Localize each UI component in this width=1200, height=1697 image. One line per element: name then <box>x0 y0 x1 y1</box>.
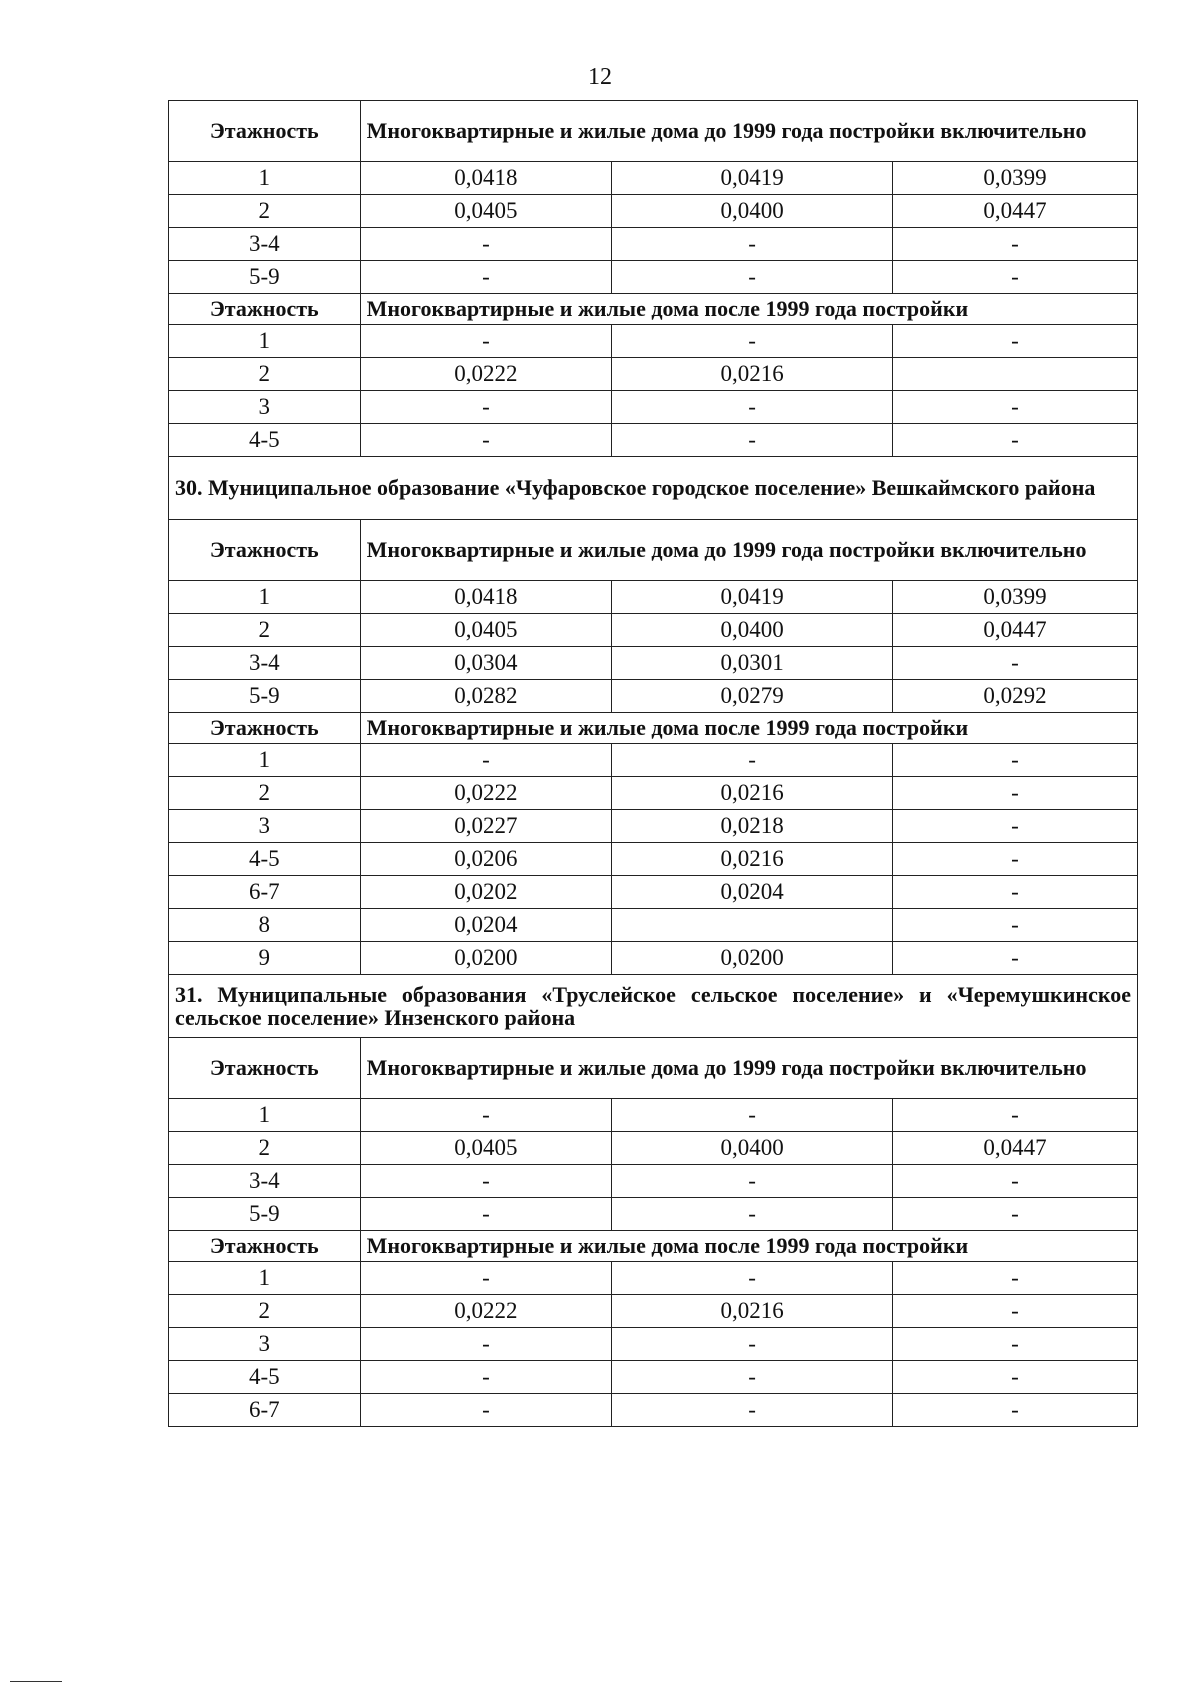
table-header-row <box>169 294 1138 325</box>
header-building-period: Многоквартирные и жилые дома после 1999 года постройки <box>360 1231 1137 1262</box>
floors-cell: 3-4 <box>169 647 361 680</box>
value-cell-3: - <box>892 228 1137 261</box>
value-cell-1: - <box>360 1361 612 1394</box>
value-cell-3: - <box>892 1328 1137 1361</box>
header-floors: Этажность <box>169 1231 361 1262</box>
value-cell-1: - <box>360 1394 612 1427</box>
footer-rule <box>10 1681 62 1682</box>
value-cell-3: 0,0399 <box>892 581 1137 614</box>
table-row <box>169 195 1138 228</box>
floors-cell: 3 <box>169 810 361 843</box>
value-cell-3: - <box>892 1165 1137 1198</box>
section-title: 31. Муниципальные образования «Труслейское сельское поселение» и «Черемушкинское сельское поселение» Инзенского района <box>169 975 1138 1038</box>
value-cell-1: 0,0282 <box>360 680 612 713</box>
table-row <box>169 261 1138 294</box>
value-cell-2 <box>612 909 893 942</box>
value-cell-2: 0,0216 <box>612 777 893 810</box>
value-cell-1: 0,0227 <box>360 810 612 843</box>
value-cell-2: 0,0216 <box>612 843 893 876</box>
value-cell-3: 0,0447 <box>892 614 1137 647</box>
value-cell-1: 0,0405 <box>360 1132 612 1165</box>
value-cell-2: 0,0301 <box>612 647 893 680</box>
value-cell-1: 0,0222 <box>360 1295 612 1328</box>
value-cell-2: - <box>612 391 893 424</box>
table-row <box>169 744 1138 777</box>
value-cell-3 <box>892 358 1137 391</box>
floors-cell: 4-5 <box>169 843 361 876</box>
table-row <box>169 325 1138 358</box>
value-cell-1: 0,0418 <box>360 581 612 614</box>
table-row <box>169 680 1138 713</box>
floors-cell: 2 <box>169 1132 361 1165</box>
value-cell-2: 0,0200 <box>612 942 893 975</box>
value-cell-3: - <box>892 424 1137 457</box>
table-row <box>169 1132 1138 1165</box>
value-cell-3: - <box>892 325 1137 358</box>
table-row <box>169 843 1138 876</box>
table-row <box>169 162 1138 195</box>
header-building-period: Многоквартирные и жилые дома после 1999 года постройки <box>360 713 1137 744</box>
floors-cell: 1 <box>169 581 361 614</box>
floors-cell: 1 <box>169 325 361 358</box>
value-cell-1: - <box>360 1328 612 1361</box>
floors-cell: 5-9 <box>169 1198 361 1231</box>
section-title-row <box>169 975 1138 1038</box>
floors-cell: 8 <box>169 909 361 942</box>
floors-cell: 4-5 <box>169 1361 361 1394</box>
value-cell-2: 0,0204 <box>612 876 893 909</box>
value-cell-2: 0,0419 <box>612 581 893 614</box>
value-cell-1: 0,0418 <box>360 162 612 195</box>
table-row <box>169 810 1138 843</box>
value-cell-3: - <box>892 1361 1137 1394</box>
value-cell-3: - <box>892 1198 1137 1231</box>
value-cell-2: 0,0216 <box>612 1295 893 1328</box>
value-cell-1: 0,0405 <box>360 195 612 228</box>
header-building-period: Многоквартирные и жилые дома до 1999 года постройки включительно <box>360 101 1137 162</box>
value-cell-2: 0,0279 <box>612 680 893 713</box>
value-cell-1: - <box>360 391 612 424</box>
value-cell-1: - <box>360 744 612 777</box>
value-cell-2: 0,0400 <box>612 614 893 647</box>
header-building-period: Многоквартирные и жилые дома до 1999 года постройки включительно <box>360 520 1137 581</box>
table-row <box>169 228 1138 261</box>
value-cell-3: - <box>892 744 1137 777</box>
header-building-period: Многоквартирные и жилые дома до 1999 года постройки включительно <box>360 1038 1137 1099</box>
table-row <box>169 876 1138 909</box>
floors-cell: 9 <box>169 942 361 975</box>
value-cell-3: - <box>892 942 1137 975</box>
coefficient-table <box>168 100 1138 1427</box>
table-row <box>169 1394 1138 1427</box>
value-cell-1: - <box>360 1165 612 1198</box>
floors-cell: 2 <box>169 195 361 228</box>
value-cell-1: - <box>360 1262 612 1295</box>
table-body <box>169 101 1138 1427</box>
header-floors: Этажность <box>169 520 361 581</box>
floors-cell: 3-4 <box>169 228 361 261</box>
floors-cell: 2 <box>169 777 361 810</box>
header-floors: Этажность <box>169 294 361 325</box>
value-cell-2: - <box>612 424 893 457</box>
floors-cell: 3-4 <box>169 1165 361 1198</box>
value-cell-2: - <box>612 261 893 294</box>
floors-cell: 6-7 <box>169 876 361 909</box>
value-cell-1: 0,0204 <box>360 909 612 942</box>
value-cell-2: - <box>612 1099 893 1132</box>
floors-cell: 1 <box>169 1099 361 1132</box>
table-header-row <box>169 101 1138 162</box>
table-row <box>169 424 1138 457</box>
value-cell-1: - <box>360 325 612 358</box>
floors-cell: 2 <box>169 1295 361 1328</box>
header-floors: Этажность <box>169 101 361 162</box>
table-row <box>169 942 1138 975</box>
table-row <box>169 391 1138 424</box>
floors-cell: 6-7 <box>169 1394 361 1427</box>
floors-cell: 2 <box>169 358 361 391</box>
value-cell-1: 0,0202 <box>360 876 612 909</box>
value-cell-3: - <box>892 1394 1137 1427</box>
table-row <box>169 1295 1138 1328</box>
floors-cell: 1 <box>169 1262 361 1295</box>
table-row <box>169 1099 1138 1132</box>
value-cell-3: 0,0399 <box>892 162 1137 195</box>
header-floors: Этажность <box>169 1038 361 1099</box>
table-row <box>169 1165 1138 1198</box>
value-cell-3: - <box>892 876 1137 909</box>
table-header-row <box>169 1231 1138 1262</box>
floors-cell: 2 <box>169 614 361 647</box>
value-cell-3: 0,0292 <box>892 680 1137 713</box>
table-header-row <box>169 520 1138 581</box>
header-floors: Этажность <box>169 713 361 744</box>
value-cell-2: 0,0218 <box>612 810 893 843</box>
value-cell-3: - <box>892 909 1137 942</box>
floors-cell: 3 <box>169 391 361 424</box>
value-cell-3: - <box>892 1099 1137 1132</box>
table-row <box>169 581 1138 614</box>
value-cell-2: 0,0400 <box>612 1132 893 1165</box>
value-cell-2: 0,0419 <box>612 162 893 195</box>
value-cell-1: - <box>360 261 612 294</box>
table-row <box>169 1361 1138 1394</box>
table-row <box>169 777 1138 810</box>
value-cell-3: - <box>892 843 1137 876</box>
value-cell-1: - <box>360 228 612 261</box>
section-title-row <box>169 457 1138 520</box>
value-cell-2: - <box>612 325 893 358</box>
value-cell-1: 0,0206 <box>360 843 612 876</box>
value-cell-3: - <box>892 647 1137 680</box>
floors-cell: 1 <box>169 744 361 777</box>
value-cell-2: - <box>612 1198 893 1231</box>
floors-cell: 5-9 <box>169 261 361 294</box>
value-cell-2: - <box>612 228 893 261</box>
value-cell-3: 0,0447 <box>892 1132 1137 1165</box>
value-cell-2: 0,0216 <box>612 358 893 391</box>
value-cell-2: - <box>612 744 893 777</box>
value-cell-1: - <box>360 1099 612 1132</box>
page-number: 12 <box>588 64 612 90</box>
header-building-period: Многоквартирные и жилые дома после 1999 года постройки <box>360 294 1137 325</box>
table-header-row <box>169 1038 1138 1099</box>
section-title: 30. Муниципальное образование «Чуфаровское городское поселение» Вешкаймского района <box>169 457 1138 520</box>
value-cell-1: 0,0222 <box>360 358 612 391</box>
value-cell-2: - <box>612 1262 893 1295</box>
table-row <box>169 1198 1138 1231</box>
value-cell-3: - <box>892 777 1137 810</box>
value-cell-1: - <box>360 1198 612 1231</box>
value-cell-2: - <box>612 1165 893 1198</box>
value-cell-3: - <box>892 810 1137 843</box>
value-cell-3: - <box>892 391 1137 424</box>
floors-cell: 3 <box>169 1328 361 1361</box>
table-row <box>169 1328 1138 1361</box>
value-cell-1: 0,0200 <box>360 942 612 975</box>
value-cell-3: 0,0447 <box>892 195 1137 228</box>
value-cell-2: - <box>612 1394 893 1427</box>
value-cell-3: - <box>892 1295 1137 1328</box>
value-cell-1: 0,0222 <box>360 777 612 810</box>
value-cell-2: - <box>612 1328 893 1361</box>
value-cell-2: - <box>612 1361 893 1394</box>
value-cell-3: - <box>892 1262 1137 1295</box>
table-row <box>169 358 1138 391</box>
table-row <box>169 614 1138 647</box>
table-row <box>169 909 1138 942</box>
table-row <box>169 647 1138 680</box>
table-row <box>169 1262 1138 1295</box>
value-cell-1: 0,0304 <box>360 647 612 680</box>
value-cell-3: - <box>892 261 1137 294</box>
value-cell-2: 0,0400 <box>612 195 893 228</box>
floors-cell: 1 <box>169 162 361 195</box>
value-cell-1: 0,0405 <box>360 614 612 647</box>
floors-cell: 5-9 <box>169 680 361 713</box>
floors-cell: 4-5 <box>169 424 361 457</box>
value-cell-1: - <box>360 424 612 457</box>
table-header-row <box>169 713 1138 744</box>
